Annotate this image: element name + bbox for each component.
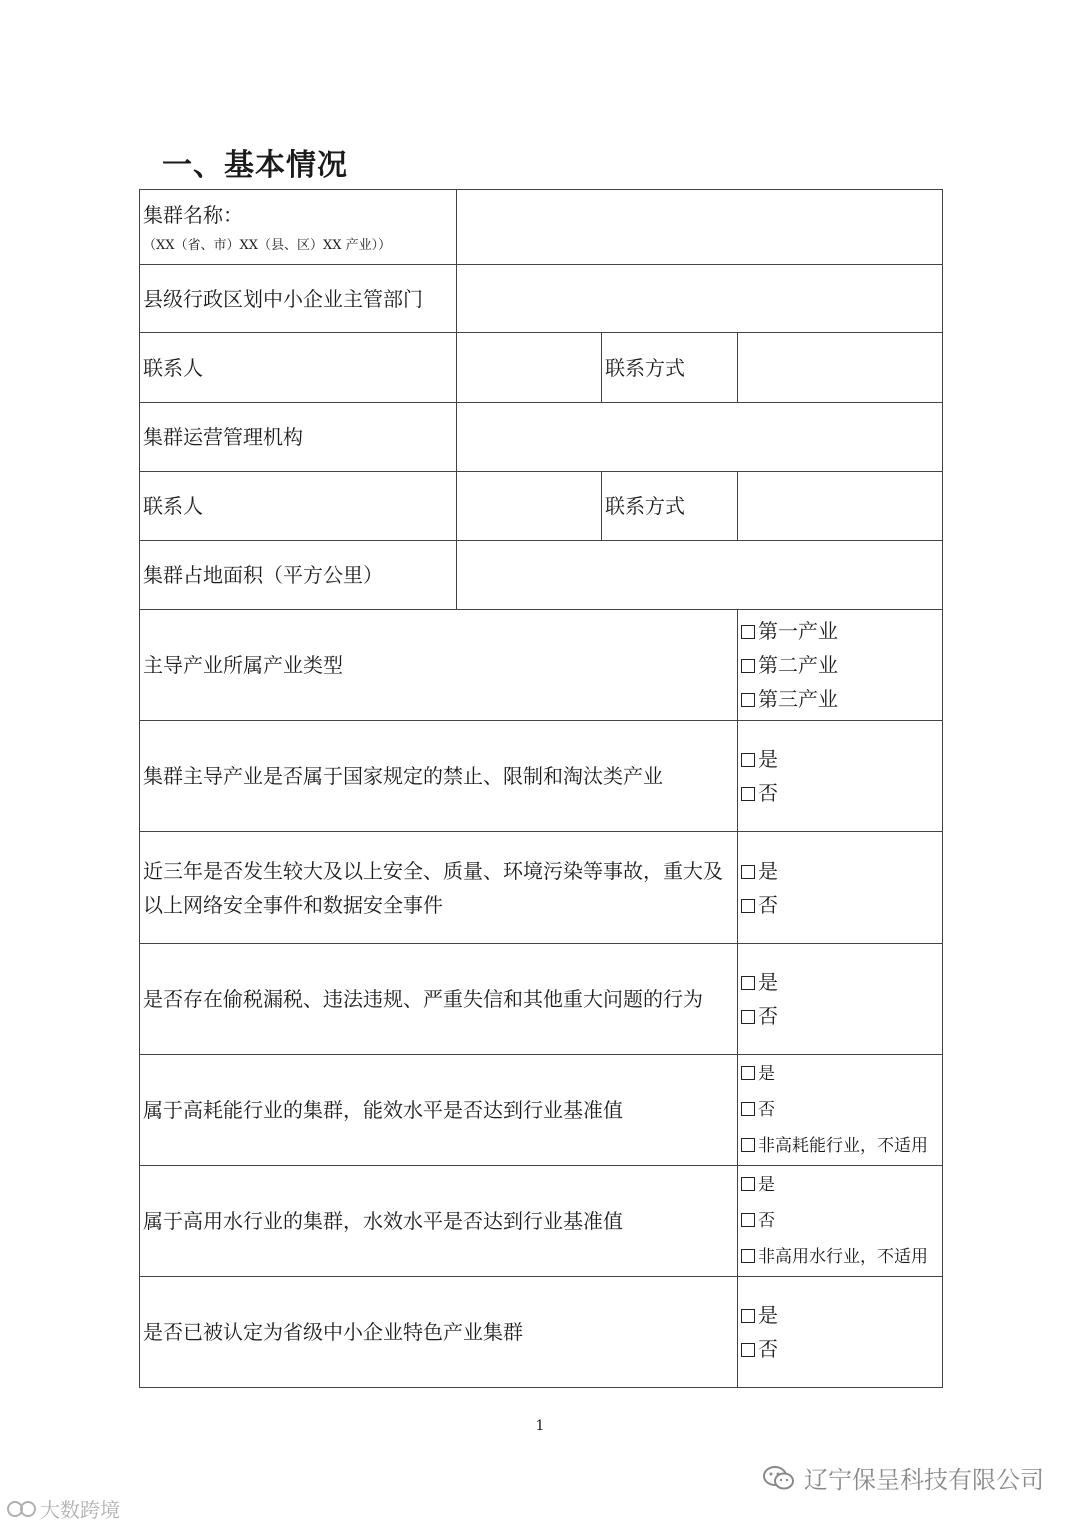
contact2-method-input[interactable]: [738, 472, 943, 541]
checkbox-icon[interactable]: [741, 1102, 755, 1116]
dept-input[interactable]: [457, 265, 943, 333]
checkbox-icon[interactable]: [741, 659, 755, 673]
section-title: 一、基本情况: [162, 148, 348, 183]
option-primary[interactable]: 第一产业: [741, 614, 939, 648]
banned-label: 集群主导产业是否属于国家规定的禁止、限制和淘汰类产业: [140, 721, 738, 832]
row-accident: [140, 832, 943, 944]
option-yes[interactable]: 是: [741, 1298, 939, 1332]
option-yes[interactable]: 是: [741, 1167, 939, 1203]
row-contact-2: [140, 472, 943, 541]
watermark-source: [6, 1494, 120, 1523]
industry-type-options: [738, 610, 943, 721]
checkbox-icon[interactable]: [741, 899, 755, 913]
option-no[interactable]: 否: [741, 888, 939, 922]
option-yes[interactable]: 是: [741, 742, 939, 776]
watermark-company: [762, 1460, 1044, 1495]
checkbox-icon[interactable]: [741, 1138, 755, 1152]
option-no[interactable]: 否: [741, 776, 939, 810]
checkbox-icon[interactable]: [741, 1177, 755, 1191]
row-banned: [140, 721, 943, 832]
checkbox-icon[interactable]: [741, 787, 755, 801]
row-tax: [140, 944, 943, 1055]
checkbox-icon[interactable]: [741, 1010, 755, 1024]
option-no[interactable]: 否: [741, 1092, 939, 1128]
contact1-method-input[interactable]: [738, 333, 943, 403]
contact2-input[interactable]: [457, 472, 602, 541]
row-cluster-name: [140, 190, 943, 265]
dept-label: 县级行政区划中小企业主管部门: [140, 265, 457, 333]
checkbox-icon[interactable]: [741, 1213, 755, 1227]
checkbox-icon[interactable]: [741, 1343, 755, 1357]
option-yes[interactable]: 是: [741, 1056, 939, 1092]
option-no[interactable]: 否: [741, 1203, 939, 1239]
cluster-name-label: 集群名称：: [143, 203, 243, 227]
option-secondary[interactable]: 第二产业: [741, 648, 939, 682]
org-input[interactable]: [457, 403, 943, 472]
checkbox-icon[interactable]: [741, 693, 755, 707]
row-contact-1: [140, 333, 943, 403]
contact1-input[interactable]: [457, 333, 602, 403]
row-energy: [140, 1055, 943, 1166]
water-label: 属于高用水行业的集群，水效水平是否达到行业基准值: [140, 1166, 738, 1277]
row-provincial: [140, 1277, 943, 1388]
basic-info-table: [139, 189, 943, 1388]
checkbox-icon[interactable]: [741, 625, 755, 639]
option-no[interactable]: 否: [741, 999, 939, 1033]
contact1-label: 联系人: [140, 333, 457, 403]
option-yes[interactable]: 是: [741, 854, 939, 888]
cluster-name-hint: （XX（省、市）XX（县、区）XX 产业））: [143, 238, 392, 253]
area-input[interactable]: [457, 541, 943, 610]
option-no[interactable]: 否: [741, 1332, 939, 1366]
energy-label: 属于高耗能行业的集群，能效水平是否达到行业基准值: [140, 1055, 738, 1166]
checkbox-icon[interactable]: [741, 1309, 755, 1323]
accident-label: 近三年是否发生较大及以上安全、质量、环境污染等事故，重大及以上网络安全事件和数据安全事件: [140, 832, 738, 944]
energy-options: [738, 1055, 943, 1166]
checkbox-icon[interactable]: [741, 1066, 755, 1080]
cluster-name-input[interactable]: [457, 190, 943, 265]
area-label: 集群占地面积（平方公里）: [140, 541, 457, 610]
watermark-company-text: 辽宁保呈科技有限公司: [804, 1466, 1044, 1494]
contact2-method-label: 联系方式: [602, 472, 738, 541]
accident-options: [738, 832, 943, 944]
option-not-applicable[interactable]: 非高耗能行业，不适用: [741, 1128, 939, 1164]
row-dept: [140, 265, 943, 333]
provincial-label: 是否已被认定为省级中小企业特色产业集群: [140, 1277, 738, 1388]
provincial-options: [738, 1277, 943, 1388]
row-industry-type: [140, 610, 943, 721]
checkbox-icon[interactable]: [741, 1249, 755, 1263]
tax-label: 是否存在偷税漏税、违法违规、严重失信和其他重大问题的行为: [140, 944, 738, 1055]
checkbox-icon[interactable]: [741, 753, 755, 767]
contact1-method-label: 联系方式: [602, 333, 738, 403]
row-org: [140, 403, 943, 472]
checkbox-icon[interactable]: [741, 976, 755, 990]
option-tertiary[interactable]: 第三产业: [741, 682, 939, 716]
page-number: 1: [535, 1418, 545, 1434]
contact2-label: 联系人: [140, 472, 457, 541]
watermark-source-text: 大数跨境: [40, 1498, 120, 1522]
banned-options: [738, 721, 943, 832]
row-area: [140, 541, 943, 610]
industry-type-label: 主导产业所属产业类型: [140, 610, 738, 721]
checkbox-icon[interactable]: [741, 865, 755, 879]
tax-options: [738, 944, 943, 1055]
wechat-icon: [762, 1465, 796, 1491]
logo-icon: [6, 1498, 40, 1520]
option-yes[interactable]: 是: [741, 965, 939, 999]
row-water: [140, 1166, 943, 1277]
option-not-applicable[interactable]: 非高用水行业，不适用: [741, 1239, 939, 1275]
water-options: [738, 1166, 943, 1277]
org-label: 集群运营管理机构: [140, 403, 457, 472]
